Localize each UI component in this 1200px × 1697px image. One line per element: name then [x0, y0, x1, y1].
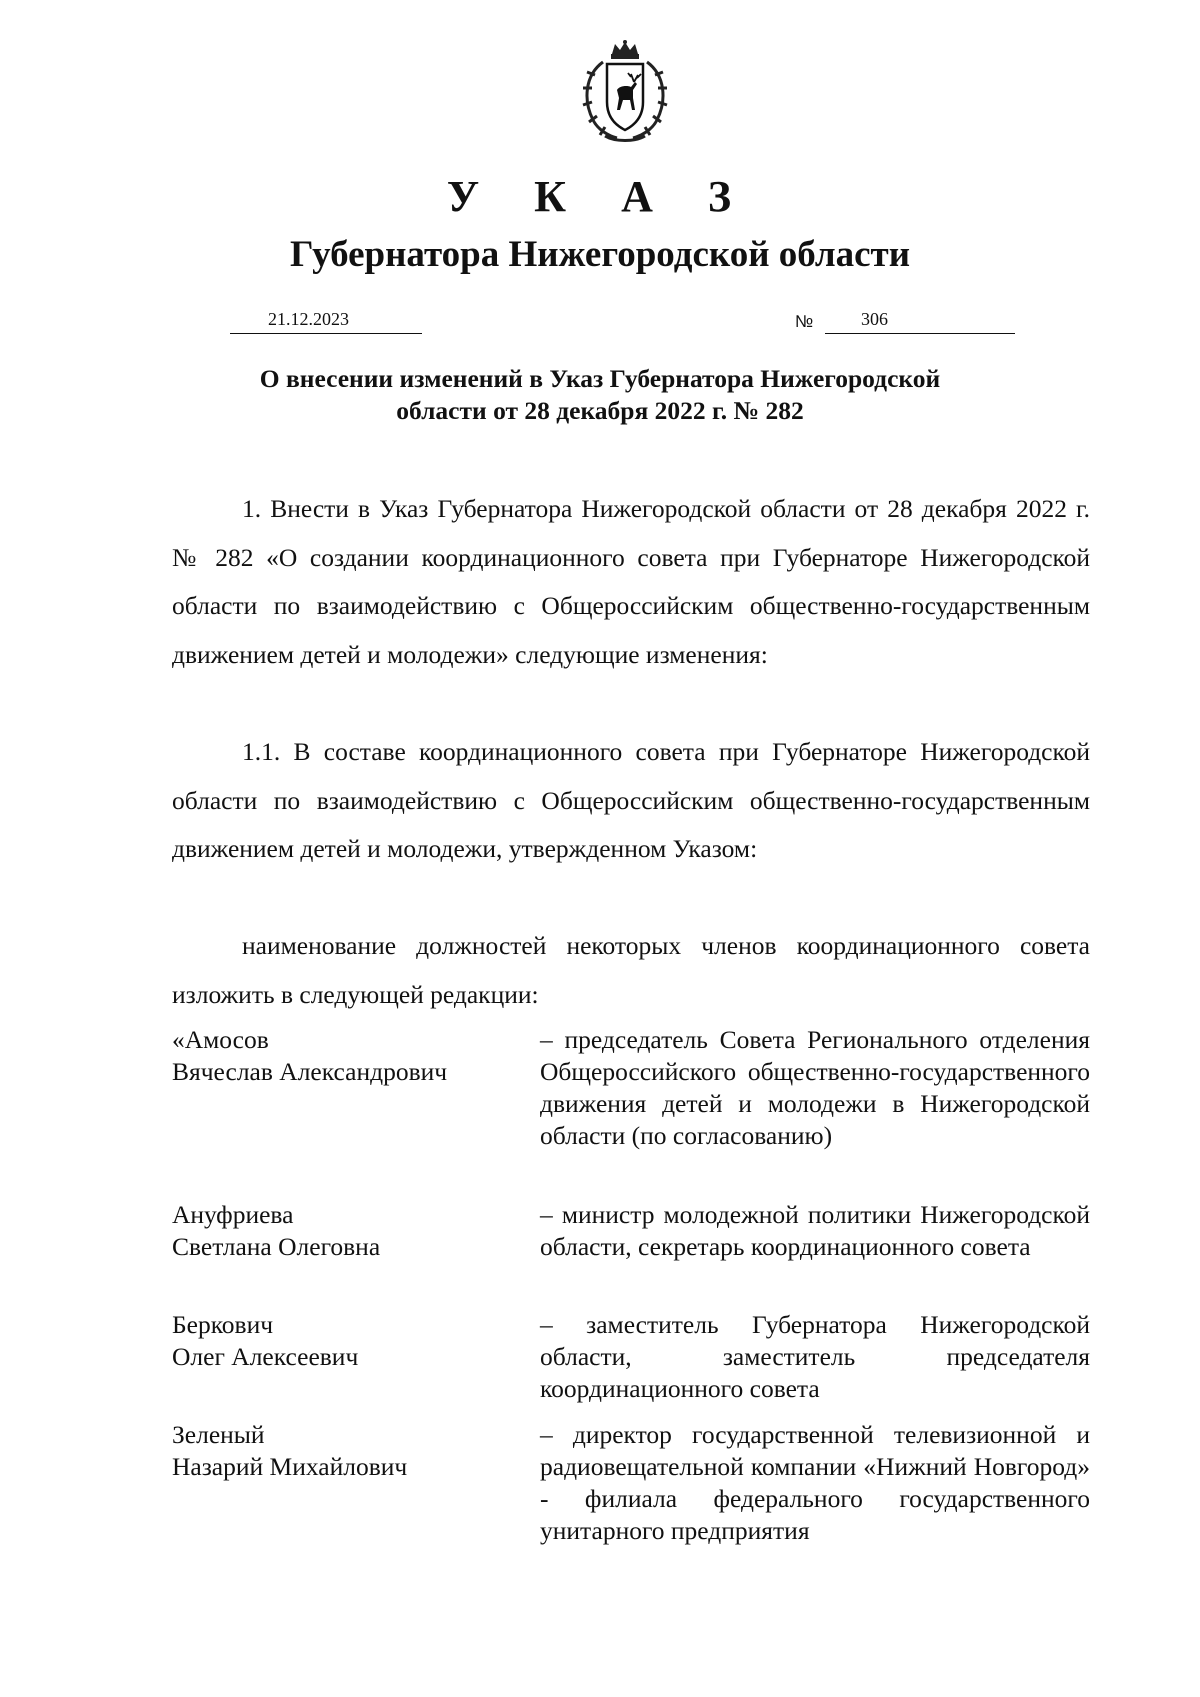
- coat-of-arms-icon: [565, 40, 685, 145]
- number-field: [825, 307, 1015, 334]
- member-given-names: Олег Алексеевич: [172, 1342, 359, 1371]
- member-role: – директор государственной телевизионной и радиовещательной компании «Нижний Новгород» - филиала федерального государственного унитарного предприятия: [540, 1420, 1090, 1545]
- member-name: [172, 1309, 532, 1373]
- member-name: [172, 1419, 532, 1483]
- subject-line-1: О внесении изменений в Указ Губернатора Нижегородской: [259, 364, 941, 393]
- paragraph-1-1: 1.1. В составе координационного совета при Губернаторе Нижегородской области по взаимодействию с Общероссийским общественно-государственным движением детей и молодежи, утвержденном Указом:: [172, 737, 1090, 863]
- member-surname: Беркович: [172, 1310, 274, 1339]
- issuer-title: Губернатора Нижегородской области: [289, 234, 911, 275]
- document-subject: [0, 363, 1200, 427]
- member-given-names: Назарий Михайлович: [172, 1452, 408, 1481]
- member-surname: Ануфриева: [172, 1200, 294, 1229]
- member-given-names: Светлана Олеговна: [172, 1232, 381, 1261]
- members-list: [172, 1024, 1090, 1559]
- member-entry: [172, 1419, 1090, 1559]
- document-type-title: У К А З: [446, 172, 754, 221]
- paragraph-positions: наименование должностей некоторых членов координационного совета изложить в следующей редакции:: [172, 931, 1090, 1009]
- member-entry: [172, 1199, 1090, 1309]
- number-value: 306: [861, 309, 888, 329]
- member-entry: [172, 1309, 1090, 1419]
- member-surname: «Амосов: [172, 1025, 269, 1054]
- date-field: [230, 307, 422, 334]
- member-name: [172, 1199, 532, 1263]
- member-role: – заместитель Губернатора Нижегородской области, заместитель председателя координационного совета: [540, 1310, 1090, 1403]
- subject-line-2: области от 28 декабря 2022 г. № 282: [396, 396, 804, 425]
- member-role: – министр молодежной политики Нижегородской области, секретарь координационного совета: [540, 1200, 1090, 1261]
- member-role: – председатель Совета Регионального отделения Общероссийского общественно-государственного движения детей и молодежи в Нижегородской области (по согласованию): [540, 1025, 1090, 1150]
- date-value: 21.12.2023: [268, 309, 349, 329]
- member-given-names: Вячеслав Александрович: [172, 1057, 448, 1086]
- member-name: [172, 1024, 532, 1088]
- paragraph-1: 1. Внести в Указ Губернатора Нижегородской области от 28 декабря 2022 г. № 282 «О создании координационного совета при Губернаторе Нижегородской области по взаимодействию с Общероссийским общественно-государственным движением детей и молодежи» следующие изменения:: [172, 494, 1090, 669]
- member-entry: [172, 1024, 1090, 1199]
- member-surname: Зеленый: [172, 1420, 265, 1449]
- number-label: №: [795, 312, 814, 331]
